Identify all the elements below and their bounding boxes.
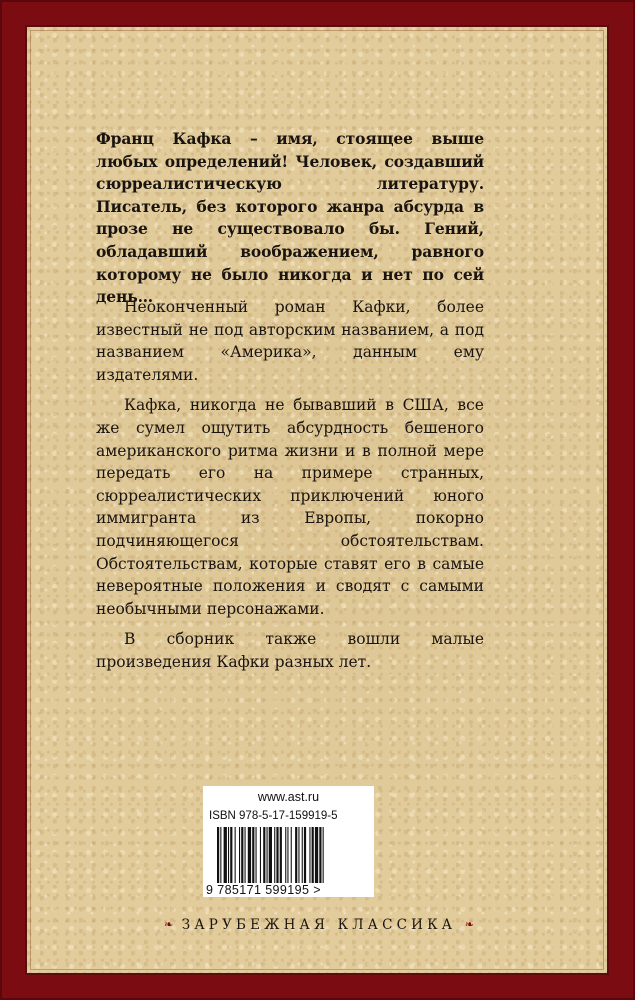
paragraph-1: Неоконченный роман Кафки, более известный не под авторским названием, а под названием «Америка», данным ему издателями.: [96, 298, 484, 384]
barcode-digits: 9 785171 599195 >: [206, 883, 321, 897]
barcode-image: [216, 827, 361, 883]
series-title: [110, 916, 528, 934]
series-name: ЗАРУБЕЖНАЯ КЛАССИКА: [181, 917, 457, 933]
isbn-block: [203, 786, 374, 897]
annotation-body: [96, 296, 484, 674]
paragraph-3: В сборник также вошли малые произведения Кафки разных лет.: [96, 630, 484, 671]
intro-text: Франц Кафка – имя, стоящее выше любых определений! Человек, создавший сюрреалистическую литературу. Писатель, без которого жанра абсурда в прозе не существовало бы. Гений, обладавший воображением, равного которому не было никогда и нет по сей день…: [96, 129, 484, 307]
ornament-right-icon: ❧: [464, 918, 474, 931]
isbn-number: ISBN 978-5-17-159919-5: [209, 810, 338, 822]
paragraph-2: Кафка, никогда не бывавший в США, все же сумел ощутить абсурдность бешеного американского ритма жизни и в полной мере передать его на примере странных, сюрреалистических приключений юного иммигранта из Европы, покорно подчиняющегося обстоятельствам. Обстоятельствам, которые ставят его в самые невероятные положения и сводят с самыми необычными персонажами.: [96, 396, 484, 618]
ornament-left-icon: ❧: [164, 918, 174, 931]
publisher-website: www.ast.ru: [257, 790, 320, 804]
